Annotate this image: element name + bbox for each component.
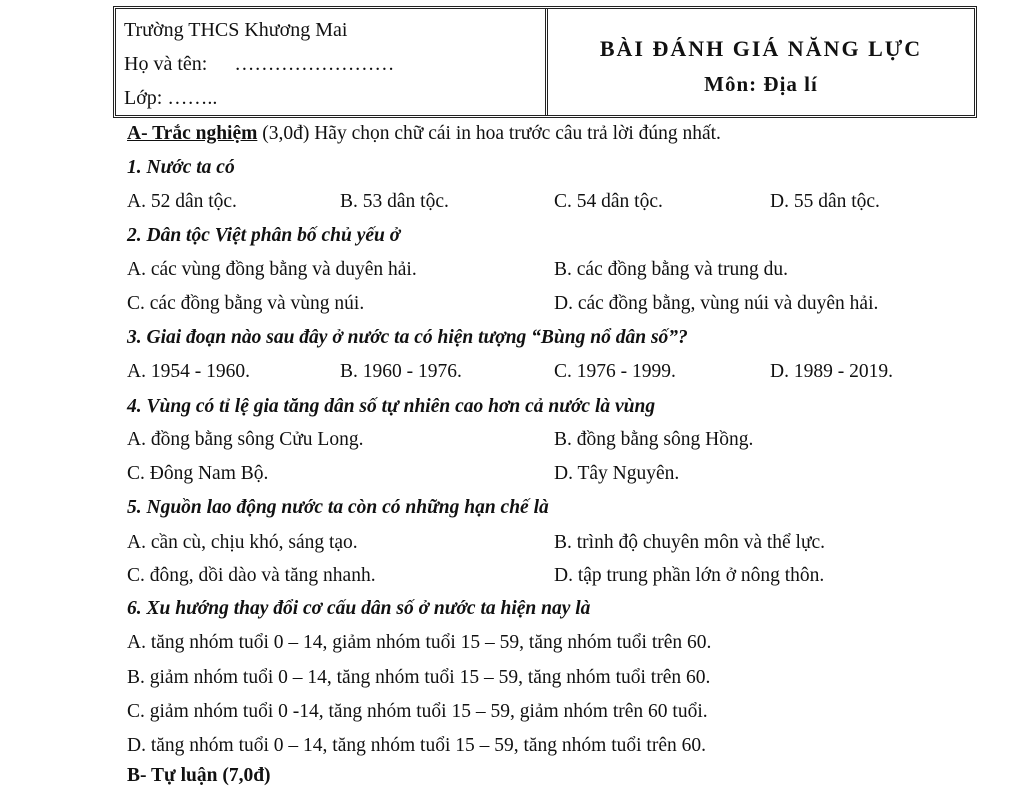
q1-option-c: C. 54 dân tộc. <box>554 191 663 212</box>
q5-option-c: C. đông, dồi dào và tăng nhanh. <box>127 565 376 586</box>
q4-option-d: D. Tây Nguyên. <box>554 463 680 484</box>
section-a-heading <box>127 123 721 145</box>
q6-option-d: D. tăng nhóm tuổi 0 – 14, tăng nhóm tuổi 15 – 59, tăng nhóm tuổi trên 60. <box>127 735 707 756</box>
q6-option-a: A. tăng nhóm tuổi 0 – 14, giảm nhóm tuổi 15 – 59, tăng nhóm tuổi trên 60. <box>127 632 712 653</box>
exam-title: BÀI ĐÁNH GIÁ NĂNG LỰC <box>599 36 923 61</box>
name-line <box>124 47 537 81</box>
q5-option-a: A. cần cù, chịu khó, sáng tạo. <box>127 532 358 553</box>
student-info-cell <box>116 9 548 115</box>
school-name: Trường THCS Khương Mai <box>124 19 348 41</box>
name-dots: …………………… <box>234 53 395 75</box>
q5-option-b: B. trình độ chuyên môn và thể lực. <box>554 532 826 553</box>
q1-option-b: B. 53 dân tộc. <box>340 191 449 212</box>
section-a-title: A- Trắc nghiệm <box>127 123 258 144</box>
q3-option-a: A. 1954 - 1960. <box>127 361 250 382</box>
class-line: Lớp: …….. <box>124 87 218 109</box>
q2-option-d: D. các đồng bằng, vùng núi và duyên hải. <box>554 293 879 314</box>
question-3: 3. Giai đoạn nào sau đây ở nước ta có hiện tượng “Bùng nổ dân số”? <box>127 327 688 348</box>
section-b-heading: B- Tự luận (7,0đ) <box>127 765 271 786</box>
exam-title-cell <box>548 9 974 115</box>
q6-option-b: B. giảm nhóm tuổi 0 – 14, tăng nhóm tuổi 15 – 59, tăng nhóm tuổi trên 60. <box>127 667 711 688</box>
q6-option-c: C. giảm nhóm tuổi 0 -14, tăng nhóm tuổi 15 – 59, giảm nhóm trên 60 tuổi. <box>127 701 708 722</box>
q1-option-d: D. 55 dân tộc. <box>770 191 880 212</box>
question-6: 6. Xu hướng thay đổi cơ cấu dân số ở nước ta hiện nay là <box>127 598 591 619</box>
q2-option-a: A. các vùng đồng bằng và duyên hải. <box>127 259 417 280</box>
q2-option-b: B. các đồng bằng và trung du. <box>554 259 788 280</box>
header-box <box>113 6 977 118</box>
question-1: 1. Nước ta có <box>127 157 235 178</box>
q4-option-b: B. đồng bằng sông Hồng. <box>554 429 754 450</box>
exam-subject: Môn: Địa lí <box>704 72 818 96</box>
name-label: Họ và tên: <box>124 53 208 75</box>
question-5: 5. Nguồn lao động nước ta còn có những hạn chế là <box>127 497 549 518</box>
section-a-instruction: (3,0đ) Hãy chọn chữ cái in hoa trước câu trả lời đúng nhất. <box>257 123 721 144</box>
question-4: 4. Vùng có tỉ lệ gia tăng dân số tự nhiên cao hơn cả nước là vùng <box>127 396 656 417</box>
q4-option-c: C. Đông Nam Bộ. <box>127 463 269 484</box>
question-2: 2. Dân tộc Việt phân bố chủ yếu ở <box>127 225 401 246</box>
q1-option-a: A. 52 dân tộc. <box>127 191 237 212</box>
q2-option-c: C. các đồng bằng và vùng núi. <box>127 293 365 314</box>
q3-option-d: D. 1989 - 2019. <box>770 361 893 382</box>
q5-option-d: D. tập trung phần lớn ở nông thôn. <box>554 565 825 586</box>
q3-option-c: C. 1976 - 1999. <box>554 361 676 382</box>
q3-option-b: B. 1960 - 1976. <box>340 361 462 382</box>
q4-option-a: A. đồng bằng sông Cửu Long. <box>127 429 364 450</box>
